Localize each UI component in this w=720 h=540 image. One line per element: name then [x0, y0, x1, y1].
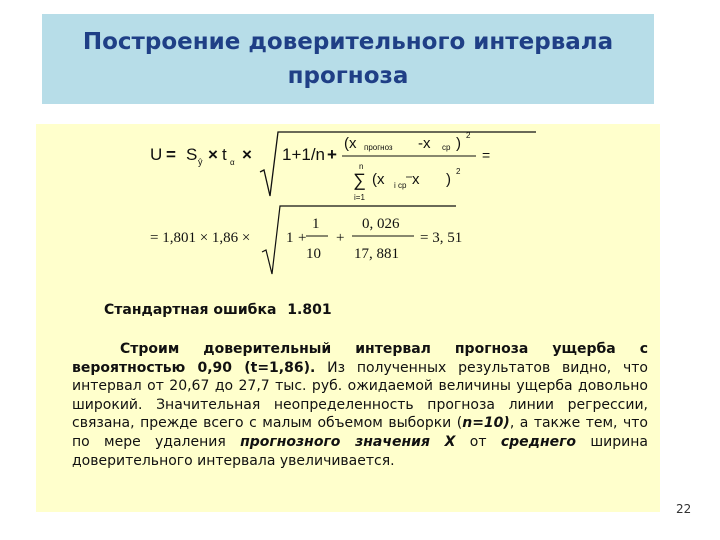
formula-num-open: (x	[344, 135, 357, 152]
formula2-lead: = 1,801 × 1,86 ×	[150, 230, 251, 246]
slide-title: Построение доверительного интервала прогноза	[82, 29, 614, 89]
formula-num-exp: 2	[466, 131, 471, 140]
formula-num-close: )	[456, 135, 461, 152]
para-n10: n=10)	[462, 415, 510, 432]
formula-one-plus: 1+1/n	[282, 145, 326, 164]
page-number: 22	[676, 502, 692, 516]
formula-num-sub-progn: прогноз	[364, 143, 393, 152]
formula-den-open: (x	[372, 171, 385, 188]
std-error-value: 1.801	[287, 302, 332, 318]
formula2-frac1-den: 10	[306, 246, 321, 262]
para-part5: ширина доверительного интервала увеличивается.	[72, 433, 648, 469]
formula-den-close: )	[446, 171, 451, 188]
formula-den-sub-i: i	[394, 181, 396, 190]
std-error-line	[104, 302, 338, 318]
formula2-frac2-num: 0, 026	[362, 216, 400, 232]
formula-den-x: x	[412, 171, 420, 188]
formula-eq: =	[166, 145, 176, 164]
para-part1: Строим доверительный интервал прогноза ущерба с вероятностью 0,90 (t=1,86).	[72, 341, 648, 376]
title-banner	[42, 14, 654, 104]
formula-eq-end: =	[482, 147, 491, 163]
formula2-frac1-num: 1	[312, 216, 320, 232]
formula-t: t	[222, 145, 227, 164]
formula-sum-top: n	[359, 162, 364, 171]
formula-times1: ×	[208, 145, 218, 164]
formula-s-sub: ŷ	[198, 157, 203, 167]
formula2-result: = 3, 51	[420, 230, 463, 246]
formula-u: U	[150, 145, 163, 164]
para-em1: прогнозного значения Х	[240, 433, 456, 450]
formula2-frac2-den: 17, 881	[354, 246, 399, 262]
body-paragraph	[72, 340, 648, 470]
formula-sum-bottom: i=1	[354, 193, 365, 202]
formula2-plus2: +	[336, 230, 345, 246]
formula-num-sub-sr: ср	[442, 143, 451, 152]
content-panel	[36, 124, 660, 512]
formula-num-minus: -x	[418, 135, 431, 152]
formula-den-exp: 2	[456, 167, 461, 176]
formula-block	[36, 124, 660, 294]
formula-den-sub-sr: ср	[398, 181, 407, 190]
para-part4: от	[455, 433, 501, 450]
formula-times2: ×	[242, 145, 252, 164]
formula-s: S	[186, 145, 198, 164]
para-em2: среднего	[500, 433, 577, 450]
formula-sum-sign: ∑	[353, 170, 366, 190]
para-part3: , а также тем, что по мере удаления	[72, 415, 648, 450]
para-part2: Из полученных результатов видно, что интервал от 20,67 до 27,7 тыс. руб. ожидаемой величины ущерба довольно широкий. Значительная неопределенность прогноза линии регрессии, связана, прежде всего с малым объемом выборки (	[72, 359, 649, 432]
std-error-label: Стандартная ошибка	[104, 302, 277, 318]
formula2-one: 1	[286, 230, 294, 246]
formula2-plus1: +	[298, 230, 307, 246]
formula-plus: +	[327, 145, 337, 164]
formula-t-sub: α	[230, 158, 235, 167]
